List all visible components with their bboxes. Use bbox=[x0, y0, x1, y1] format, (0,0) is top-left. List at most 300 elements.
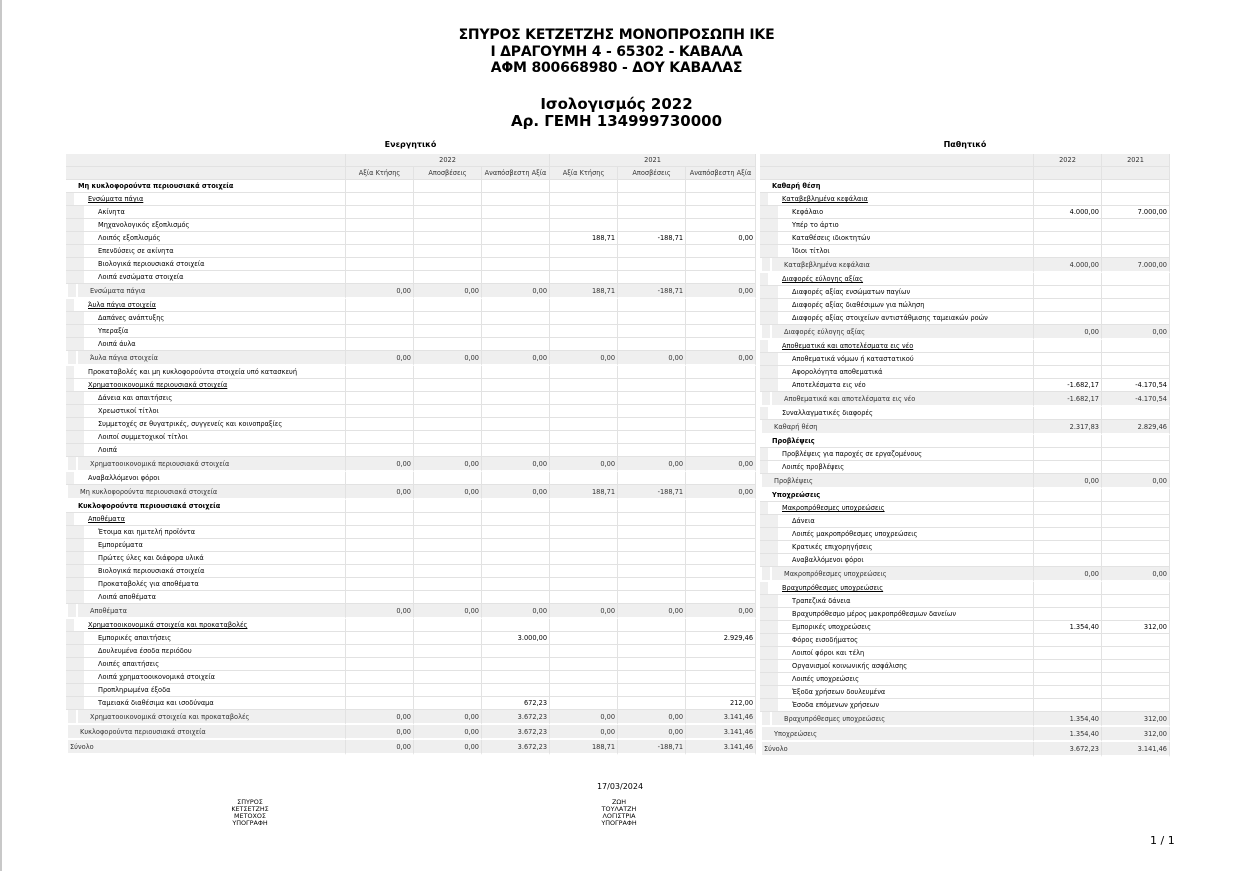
subtotal-row bbox=[66, 710, 756, 725]
value-cell bbox=[482, 193, 550, 206]
value-cell bbox=[550, 245, 618, 258]
value-cell: 0,00 bbox=[618, 351, 686, 366]
value-cell: 0,00 bbox=[1102, 474, 1170, 489]
value-cell: 0,00 bbox=[414, 740, 482, 755]
value-cell bbox=[482, 338, 550, 351]
row-label-text: Ακίνητα bbox=[98, 208, 125, 216]
row-label-text: Μακροπρόθεσμες υποχρεώσεις bbox=[784, 569, 887, 578]
value-cell bbox=[550, 338, 618, 351]
value-cell bbox=[1034, 435, 1102, 448]
row-label-text: Οργανισμοί κοινωνικής ασφάλισης bbox=[792, 662, 908, 670]
row-label-text: Μη κυκλοφορούντα περιουσιακά στοιχεία bbox=[78, 182, 234, 190]
value-cell bbox=[550, 619, 618, 632]
value-cell bbox=[346, 513, 414, 526]
value-cell bbox=[482, 232, 550, 245]
table-row bbox=[66, 366, 756, 379]
value-cell bbox=[482, 299, 550, 312]
value-cell: 0,00 bbox=[482, 351, 550, 366]
value-cell: 0,00 bbox=[414, 351, 482, 366]
page-left-border bbox=[0, 0, 2, 871]
row-label bbox=[760, 379, 1034, 392]
value-cell: 0,00 bbox=[686, 485, 756, 500]
row-label bbox=[760, 474, 1034, 489]
value-cell bbox=[1034, 366, 1102, 379]
row-label bbox=[66, 485, 346, 500]
row-label bbox=[66, 193, 346, 206]
value-cell bbox=[346, 472, 414, 485]
value-cell bbox=[1034, 180, 1102, 193]
value-cell bbox=[550, 578, 618, 591]
row-label-text: Δαπάνες ανάπτυξης bbox=[98, 314, 165, 322]
value-cell bbox=[482, 539, 550, 552]
row-label-text: Έξοδα χρήσεων δουλευμένα bbox=[792, 688, 886, 696]
value-cell bbox=[346, 565, 414, 578]
row-label-text: Υπέρ το άρτιο bbox=[792, 221, 839, 229]
table-row bbox=[760, 608, 1170, 621]
value-cell bbox=[414, 193, 482, 206]
row-label bbox=[66, 351, 346, 366]
subtotal-row bbox=[66, 284, 756, 299]
value-cell bbox=[346, 366, 414, 379]
value-cell bbox=[414, 312, 482, 325]
signature-right-line: ΖΩΗ bbox=[611, 798, 627, 806]
value-cell: 2.317,83 bbox=[1034, 420, 1102, 435]
value-cell bbox=[618, 392, 686, 405]
row-label bbox=[66, 180, 346, 193]
value-cell bbox=[482, 645, 550, 658]
value-cell bbox=[346, 645, 414, 658]
row-label bbox=[66, 740, 346, 755]
value-cell bbox=[618, 431, 686, 444]
table-row bbox=[760, 340, 1170, 353]
value-cell: 4.000,00 bbox=[1034, 258, 1102, 273]
value-cell bbox=[1102, 595, 1170, 608]
table-row bbox=[760, 673, 1170, 686]
total-row bbox=[760, 742, 1170, 757]
value-cell bbox=[686, 180, 756, 193]
value-cell bbox=[618, 645, 686, 658]
value-cell: 0,00 bbox=[1034, 325, 1102, 340]
table-row bbox=[66, 405, 756, 418]
row-label-text: Προβλέψεις για παροχές σε εργαζομένους bbox=[782, 450, 923, 458]
value-cell: 212,00 bbox=[686, 697, 756, 710]
row-label-text: Αποθεματικά νόμων ή καταστατικού bbox=[792, 355, 914, 363]
value-cell bbox=[414, 379, 482, 392]
value-cell bbox=[1034, 634, 1102, 647]
table-row bbox=[760, 407, 1170, 420]
value-cell bbox=[482, 379, 550, 392]
value-cell bbox=[618, 379, 686, 392]
value-cell bbox=[1102, 232, 1170, 245]
value-cell bbox=[1102, 407, 1170, 420]
row-label-text: Διαφορές αξίας διαθέσιμων για πώληση bbox=[792, 301, 925, 309]
value-cell bbox=[618, 513, 686, 526]
value-cell: 0,00 bbox=[346, 710, 414, 725]
value-cell bbox=[346, 418, 414, 431]
value-cell bbox=[686, 684, 756, 697]
row-label-text: Χρηματοοικονομικά περιουσιακά στοιχεία bbox=[90, 459, 230, 468]
row-label-text: Χρηματοοικονομικά στοιχεία και προκαταβολές bbox=[90, 712, 250, 721]
value-cell bbox=[618, 245, 686, 258]
value-cell bbox=[346, 312, 414, 325]
table-row bbox=[66, 645, 756, 658]
value-cell bbox=[1102, 673, 1170, 686]
value-cell bbox=[1102, 528, 1170, 541]
value-cell: 0,00 bbox=[550, 604, 618, 619]
value-cell bbox=[1034, 312, 1102, 325]
value-cell: 0,00 bbox=[686, 351, 756, 366]
table-row bbox=[66, 299, 756, 312]
table-row bbox=[760, 379, 1170, 392]
signature-left-line: ΣΠΥΡΟΣ bbox=[237, 798, 263, 806]
row-label bbox=[760, 232, 1034, 245]
row-label-text: Δάνεια και απαιτήσεις bbox=[98, 394, 173, 402]
value-cell bbox=[618, 338, 686, 351]
value-cell bbox=[618, 258, 686, 271]
subtotal-row bbox=[760, 420, 1170, 435]
value-cell: 0,00 bbox=[550, 725, 618, 740]
value-cell: 0,00 bbox=[618, 725, 686, 740]
liabilities-table bbox=[760, 154, 1170, 757]
value-cell bbox=[414, 645, 482, 658]
value-cell: 0,00 bbox=[414, 284, 482, 299]
value-cell: 1.354,40 bbox=[1034, 727, 1102, 742]
value-cell bbox=[346, 526, 414, 539]
row-label-text: Αποθεματικά και αποτελέσματα εις νέο bbox=[784, 394, 916, 403]
table-row bbox=[66, 552, 756, 565]
row-label bbox=[66, 500, 346, 513]
row-label-text: Πρώτες ύλες και διάφορα υλικά bbox=[98, 554, 204, 562]
value-cell bbox=[1034, 286, 1102, 299]
row-label bbox=[760, 621, 1034, 634]
signature-left-line: ΥΠΟΓΡΑΦΗ bbox=[232, 819, 268, 827]
row-label bbox=[760, 353, 1034, 366]
value-cell: 0,00 bbox=[618, 457, 686, 472]
value-cell bbox=[1102, 245, 1170, 258]
column-header: Αναπόσβεστη Αξία bbox=[686, 167, 756, 180]
table-row bbox=[760, 582, 1170, 595]
table-row bbox=[66, 565, 756, 578]
table-row bbox=[760, 595, 1170, 608]
subtotal-row bbox=[760, 567, 1170, 582]
row-label bbox=[66, 366, 346, 379]
table-row bbox=[66, 632, 756, 645]
table-row bbox=[760, 193, 1170, 206]
row-label bbox=[66, 645, 346, 658]
value-cell bbox=[482, 684, 550, 697]
table-row bbox=[760, 353, 1170, 366]
table-row bbox=[66, 500, 756, 513]
signature-right-line: ΛΟΓΙΣΤΡΙΑ bbox=[602, 812, 636, 820]
row-label-text: Προκαταβολές για αποθέματα bbox=[98, 580, 199, 588]
value-cell: -188,71 bbox=[618, 485, 686, 500]
row-label bbox=[760, 489, 1034, 502]
value-cell bbox=[346, 193, 414, 206]
value-cell: 188,71 bbox=[550, 740, 618, 755]
row-label-text: Καταθέσεις ιδιοκτητών bbox=[792, 234, 871, 242]
value-cell bbox=[414, 299, 482, 312]
year-header: 2022 bbox=[346, 154, 550, 167]
row-label-text: Αναβαλλόμενοι φόροι bbox=[88, 474, 160, 482]
value-cell bbox=[482, 552, 550, 565]
value-cell bbox=[686, 472, 756, 485]
row-label bbox=[760, 245, 1034, 258]
row-label-text: Υποχρεώσεις bbox=[772, 491, 821, 499]
row-label-text: Ενσώματα πάγια bbox=[88, 195, 144, 203]
row-label-text: Σύνολο bbox=[764, 744, 788, 753]
row-label-text: Καθαρή θέση bbox=[772, 182, 821, 190]
value-cell bbox=[482, 619, 550, 632]
value-cell bbox=[482, 180, 550, 193]
table-row bbox=[760, 366, 1170, 379]
value-cell bbox=[1102, 647, 1170, 660]
value-cell bbox=[550, 431, 618, 444]
value-cell: 0,00 bbox=[1102, 567, 1170, 582]
table-row bbox=[760, 554, 1170, 567]
row-label-text: Δουλευμένα έσοδα περιόδου bbox=[98, 647, 192, 655]
value-cell bbox=[1102, 554, 1170, 567]
value-cell bbox=[346, 539, 414, 552]
column-header-row bbox=[760, 167, 1170, 180]
row-label bbox=[760, 461, 1034, 474]
subtotal-row bbox=[760, 258, 1170, 273]
row-label bbox=[66, 658, 346, 671]
table-row bbox=[760, 528, 1170, 541]
value-cell bbox=[346, 232, 414, 245]
table-row bbox=[760, 206, 1170, 219]
value-cell bbox=[414, 232, 482, 245]
value-cell bbox=[1102, 461, 1170, 474]
value-cell bbox=[550, 405, 618, 418]
table-row bbox=[760, 448, 1170, 461]
table-row bbox=[760, 245, 1170, 258]
row-label-text: Κυκλοφορούντα περιουσιακά στοιχεία bbox=[78, 502, 221, 510]
value-cell bbox=[1034, 461, 1102, 474]
row-label bbox=[760, 435, 1034, 448]
value-cell: 188,71 bbox=[550, 485, 618, 500]
row-label-text: Προβλέψεις bbox=[772, 437, 815, 445]
table-row bbox=[760, 286, 1170, 299]
subtotal-row bbox=[760, 325, 1170, 340]
column-header: Αξία Κτήσης bbox=[346, 167, 414, 180]
row-label bbox=[66, 299, 346, 312]
value-cell: 672,23 bbox=[482, 697, 550, 710]
table-row bbox=[66, 418, 756, 431]
row-label-text: Λοιπές προβλέψεις bbox=[782, 463, 845, 471]
value-cell bbox=[550, 513, 618, 526]
value-cell bbox=[346, 379, 414, 392]
table-row bbox=[66, 513, 756, 526]
row-label bbox=[760, 206, 1034, 219]
row-label bbox=[66, 591, 346, 604]
value-cell: -1.682,17 bbox=[1034, 379, 1102, 392]
subtotal-row bbox=[760, 392, 1170, 407]
row-label bbox=[760, 502, 1034, 515]
value-cell bbox=[482, 405, 550, 418]
value-cell bbox=[686, 671, 756, 684]
table-row bbox=[66, 697, 756, 710]
row-label-text: Λοιπά ενσώματα στοιχεία bbox=[98, 273, 184, 281]
value-cell bbox=[686, 645, 756, 658]
value-cell bbox=[618, 444, 686, 457]
row-label bbox=[66, 379, 346, 392]
row-label bbox=[760, 219, 1034, 232]
value-cell bbox=[1034, 686, 1102, 699]
value-cell bbox=[346, 245, 414, 258]
value-cell bbox=[618, 671, 686, 684]
value-cell: 0,00 bbox=[686, 284, 756, 299]
row-label-text: Αποτελέσματα εις νέο bbox=[792, 381, 866, 389]
table-row bbox=[66, 338, 756, 351]
row-label bbox=[66, 604, 346, 619]
value-cell bbox=[1034, 273, 1102, 286]
row-label bbox=[760, 686, 1034, 699]
value-cell bbox=[414, 578, 482, 591]
value-cell bbox=[482, 418, 550, 431]
table-row bbox=[66, 539, 756, 552]
value-cell bbox=[414, 405, 482, 418]
row-label-text: Καθαρή θέση bbox=[774, 422, 818, 431]
value-cell: 0,00 bbox=[414, 725, 482, 740]
value-cell bbox=[686, 379, 756, 392]
value-cell bbox=[346, 338, 414, 351]
row-label-text: Χρεωστικοί τίτλοι bbox=[98, 407, 159, 415]
row-label-text: Λοιπές υποχρεώσεις bbox=[792, 675, 860, 683]
value-cell bbox=[550, 206, 618, 219]
value-cell bbox=[482, 578, 550, 591]
table-row bbox=[66, 193, 756, 206]
value-cell bbox=[414, 418, 482, 431]
value-cell: 3.000,00 bbox=[482, 632, 550, 645]
table-row bbox=[66, 472, 756, 485]
value-cell bbox=[1102, 273, 1170, 286]
row-label bbox=[760, 515, 1034, 528]
value-cell bbox=[414, 431, 482, 444]
value-cell bbox=[618, 299, 686, 312]
value-cell bbox=[414, 219, 482, 232]
value-cell bbox=[414, 366, 482, 379]
value-cell: 2.829,46 bbox=[1102, 420, 1170, 435]
row-label-text: Εμπορικές υποχρεώσεις bbox=[792, 623, 871, 631]
company-address: Ι ΔΡΑΓΟΥΜΗ 4 - 65302 - ΚΑΒΑΛΑ bbox=[490, 43, 743, 60]
table-row bbox=[66, 219, 756, 232]
value-cell bbox=[550, 472, 618, 485]
value-cell: 7.000,00 bbox=[1102, 258, 1170, 273]
value-cell bbox=[482, 366, 550, 379]
value-cell bbox=[550, 392, 618, 405]
row-label-text: Έτοιμα και ημιτελή προϊόντα bbox=[98, 528, 196, 536]
row-label bbox=[66, 219, 346, 232]
value-cell bbox=[1034, 353, 1102, 366]
value-cell: 0,00 bbox=[550, 457, 618, 472]
row-label-text: Λοιπά bbox=[98, 446, 118, 454]
row-label-text: Χρηματοοικονομικά περιουσιακά στοιχεία bbox=[88, 381, 228, 389]
value-cell: 312,00 bbox=[1102, 727, 1170, 742]
value-cell: 3.141,46 bbox=[686, 710, 756, 725]
row-label bbox=[760, 660, 1034, 673]
value-cell bbox=[1102, 448, 1170, 461]
value-cell bbox=[414, 591, 482, 604]
row-label-text: Σύνολο bbox=[70, 742, 94, 751]
value-cell bbox=[550, 193, 618, 206]
subtotal-row bbox=[66, 457, 756, 472]
value-cell bbox=[1034, 554, 1102, 567]
table-row bbox=[760, 541, 1170, 554]
value-cell bbox=[550, 418, 618, 431]
table-row bbox=[760, 232, 1170, 245]
table-row bbox=[66, 245, 756, 258]
value-cell bbox=[1102, 608, 1170, 621]
row-label bbox=[66, 418, 346, 431]
table-row bbox=[760, 273, 1170, 286]
row-label-text: Εμπορικές απαιτήσεις bbox=[98, 634, 172, 642]
company-name: ΣΠΥΡΟΣ ΚΕΤΖΕΤΖΗΣ ΜΟΝΟΠΡΟΣΩΠΗ ΙΚΕ bbox=[458, 27, 775, 43]
value-cell bbox=[686, 418, 756, 431]
value-cell bbox=[550, 500, 618, 513]
table-row bbox=[760, 461, 1170, 474]
value-cell bbox=[686, 271, 756, 284]
row-label-text: Λοιπά αποθέματα bbox=[98, 593, 156, 601]
year-header: 2022 bbox=[1034, 154, 1102, 167]
value-cell bbox=[346, 658, 414, 671]
value-cell: 188,71 bbox=[550, 232, 618, 245]
row-label-text: Λοιπά άυλα bbox=[98, 340, 136, 348]
signature-right bbox=[559, 799, 679, 827]
signature-left bbox=[190, 799, 310, 827]
value-cell bbox=[414, 697, 482, 710]
value-cell: 0,00 bbox=[414, 604, 482, 619]
value-cell bbox=[618, 405, 686, 418]
value-cell bbox=[1102, 489, 1170, 502]
row-label-text: Λοιποί φόροι και τέλη bbox=[792, 649, 865, 657]
row-label bbox=[760, 299, 1034, 312]
value-cell bbox=[550, 697, 618, 710]
row-label bbox=[760, 582, 1034, 595]
subtotal-row bbox=[760, 712, 1170, 727]
value-cell: 3.672,23 bbox=[482, 740, 550, 755]
value-cell bbox=[414, 500, 482, 513]
row-label-text: Τραπεζικά δάνεια bbox=[792, 597, 851, 605]
subtotal-row bbox=[760, 474, 1170, 489]
row-label bbox=[66, 312, 346, 325]
row-label-text: Μηχανολογικός εξοπλισμός bbox=[98, 221, 190, 229]
value-cell bbox=[414, 526, 482, 539]
table-row bbox=[66, 180, 756, 193]
value-cell bbox=[618, 180, 686, 193]
row-label bbox=[760, 180, 1034, 193]
subtotal-row bbox=[66, 485, 756, 500]
row-label-text: Υπεραξία bbox=[98, 327, 129, 335]
value-cell bbox=[618, 500, 686, 513]
row-label-text: Υποχρεώσεις bbox=[774, 729, 817, 738]
row-label bbox=[760, 673, 1034, 686]
row-label bbox=[66, 271, 346, 284]
column-header-row bbox=[66, 167, 756, 180]
row-label bbox=[66, 539, 346, 552]
table-row bbox=[760, 699, 1170, 712]
value-cell: 0,00 bbox=[482, 284, 550, 299]
row-label bbox=[66, 632, 346, 645]
subtotal-row bbox=[760, 727, 1170, 742]
value-cell: 3.672,23 bbox=[482, 725, 550, 740]
document-header bbox=[0, 27, 1233, 130]
value-cell bbox=[414, 258, 482, 271]
row-label-text: Μη κυκλοφορούντα περιουσιακά στοιχεία bbox=[80, 487, 218, 496]
value-cell bbox=[346, 671, 414, 684]
value-cell bbox=[1034, 608, 1102, 621]
row-label bbox=[760, 286, 1034, 299]
value-cell bbox=[482, 500, 550, 513]
